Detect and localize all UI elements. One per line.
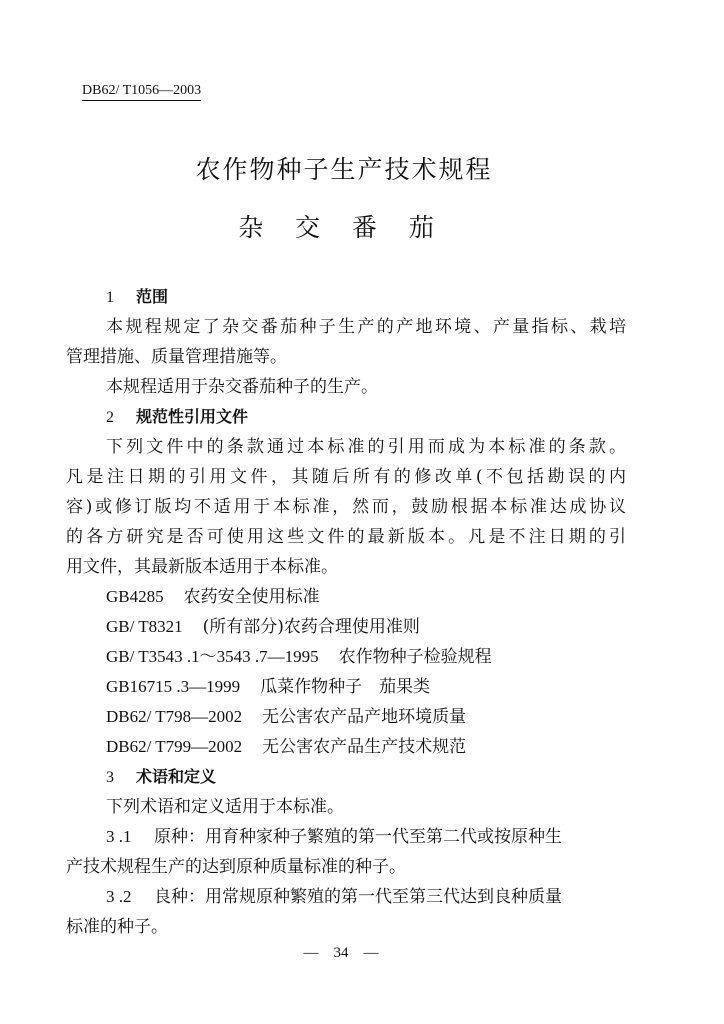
main-title: 农作物种子生产技术规程 xyxy=(195,155,493,184)
reference-title: 无公害农产品产地环境质量 xyxy=(262,707,467,727)
reference-title: 瓜菜作物种子 茄果类 xyxy=(260,677,431,697)
document-body xyxy=(66,282,626,942)
section-heading-normative-references xyxy=(66,402,626,432)
definition-line xyxy=(66,882,626,912)
reference-code: GB/ T8321 xyxy=(106,617,183,636)
reference-title: 农作物种子检验规程 xyxy=(338,647,492,667)
paragraph-line: 下列文件中的条款通过本标准的引用而成为本标准的条款。 xyxy=(106,437,626,457)
definition-text: 良种：用常规原种繁殖的第一代至第三代达到良种质量 xyxy=(154,887,562,907)
reference-title: 无公害农产品生产技术规范 xyxy=(262,737,467,757)
paragraph-line: 用文件，其最新版本适用于本标准。 xyxy=(66,557,338,577)
sub-title: 杂 交 番 茄 xyxy=(238,213,446,242)
paragraph-line: 本规程适用于杂交番茄种子的生产。 xyxy=(106,377,378,397)
standard-code: DB62/ T1056—2003 xyxy=(82,82,201,101)
section-number: 3 xyxy=(106,769,114,786)
paragraph-line: 本规程规定了杂交番茄种子生产的产地环境、产量指标、栽培 xyxy=(106,317,626,337)
reference-item xyxy=(66,672,626,702)
paragraph-line: 管理措施、质量管理措施等。 xyxy=(66,347,287,367)
paragraph-line: 凡是注日期的引用文件，其随后所有的修改单(不包括勘误的内 xyxy=(66,467,626,487)
section-title: 规范性引用文件 xyxy=(136,407,249,426)
definition-text: 原种：用育种家种子繁殖的第一代至第二代或按原种生 xyxy=(154,827,562,847)
page-number: — 34 — xyxy=(303,945,379,961)
reference-item xyxy=(66,582,626,612)
reference-code: GB4285 xyxy=(106,587,164,606)
section-number: 2 xyxy=(106,409,114,426)
reference-code: GB16715 .3—1999 xyxy=(106,677,241,696)
section-title: 术语和定义 xyxy=(136,767,217,786)
section-heading-scope xyxy=(66,282,626,312)
reference-item xyxy=(66,612,626,642)
reference-code: DB62/ T798—2002 xyxy=(106,707,243,726)
definition-number: 3 .2 xyxy=(106,887,132,906)
section-number: 1 xyxy=(106,289,114,306)
reference-title: (所有部分)农药合理使用准则 xyxy=(202,617,420,637)
reference-code: DB62/ T799—2002 xyxy=(106,737,243,756)
definition-number: 3 .1 xyxy=(106,827,132,846)
reference-item xyxy=(66,732,626,762)
paragraph-line: 的各方研究是否可使用这些文件的最新版本。凡是不注日期的引 xyxy=(66,527,626,547)
section-title: 范围 xyxy=(136,287,169,306)
reference-title: 农药安全使用标准 xyxy=(183,587,320,607)
paragraph-line: 容)或修订版均不适用于本标准，然而，鼓励根据本标准达成协议 xyxy=(66,497,626,517)
paragraph-line: 标准的种子。 xyxy=(66,917,168,937)
paragraph-line: 下列术语和定义适用于本标准。 xyxy=(106,797,344,817)
reference-item xyxy=(66,702,626,732)
section-heading-terms-definitions xyxy=(66,762,626,792)
paragraph-line: 产技术规程生产的达到原种质量标准的种子。 xyxy=(66,857,406,877)
definition-line xyxy=(66,822,626,852)
reference-item xyxy=(66,642,626,672)
reference-code: GB/ T3543 .1～3543 .7—1995 xyxy=(106,647,319,666)
